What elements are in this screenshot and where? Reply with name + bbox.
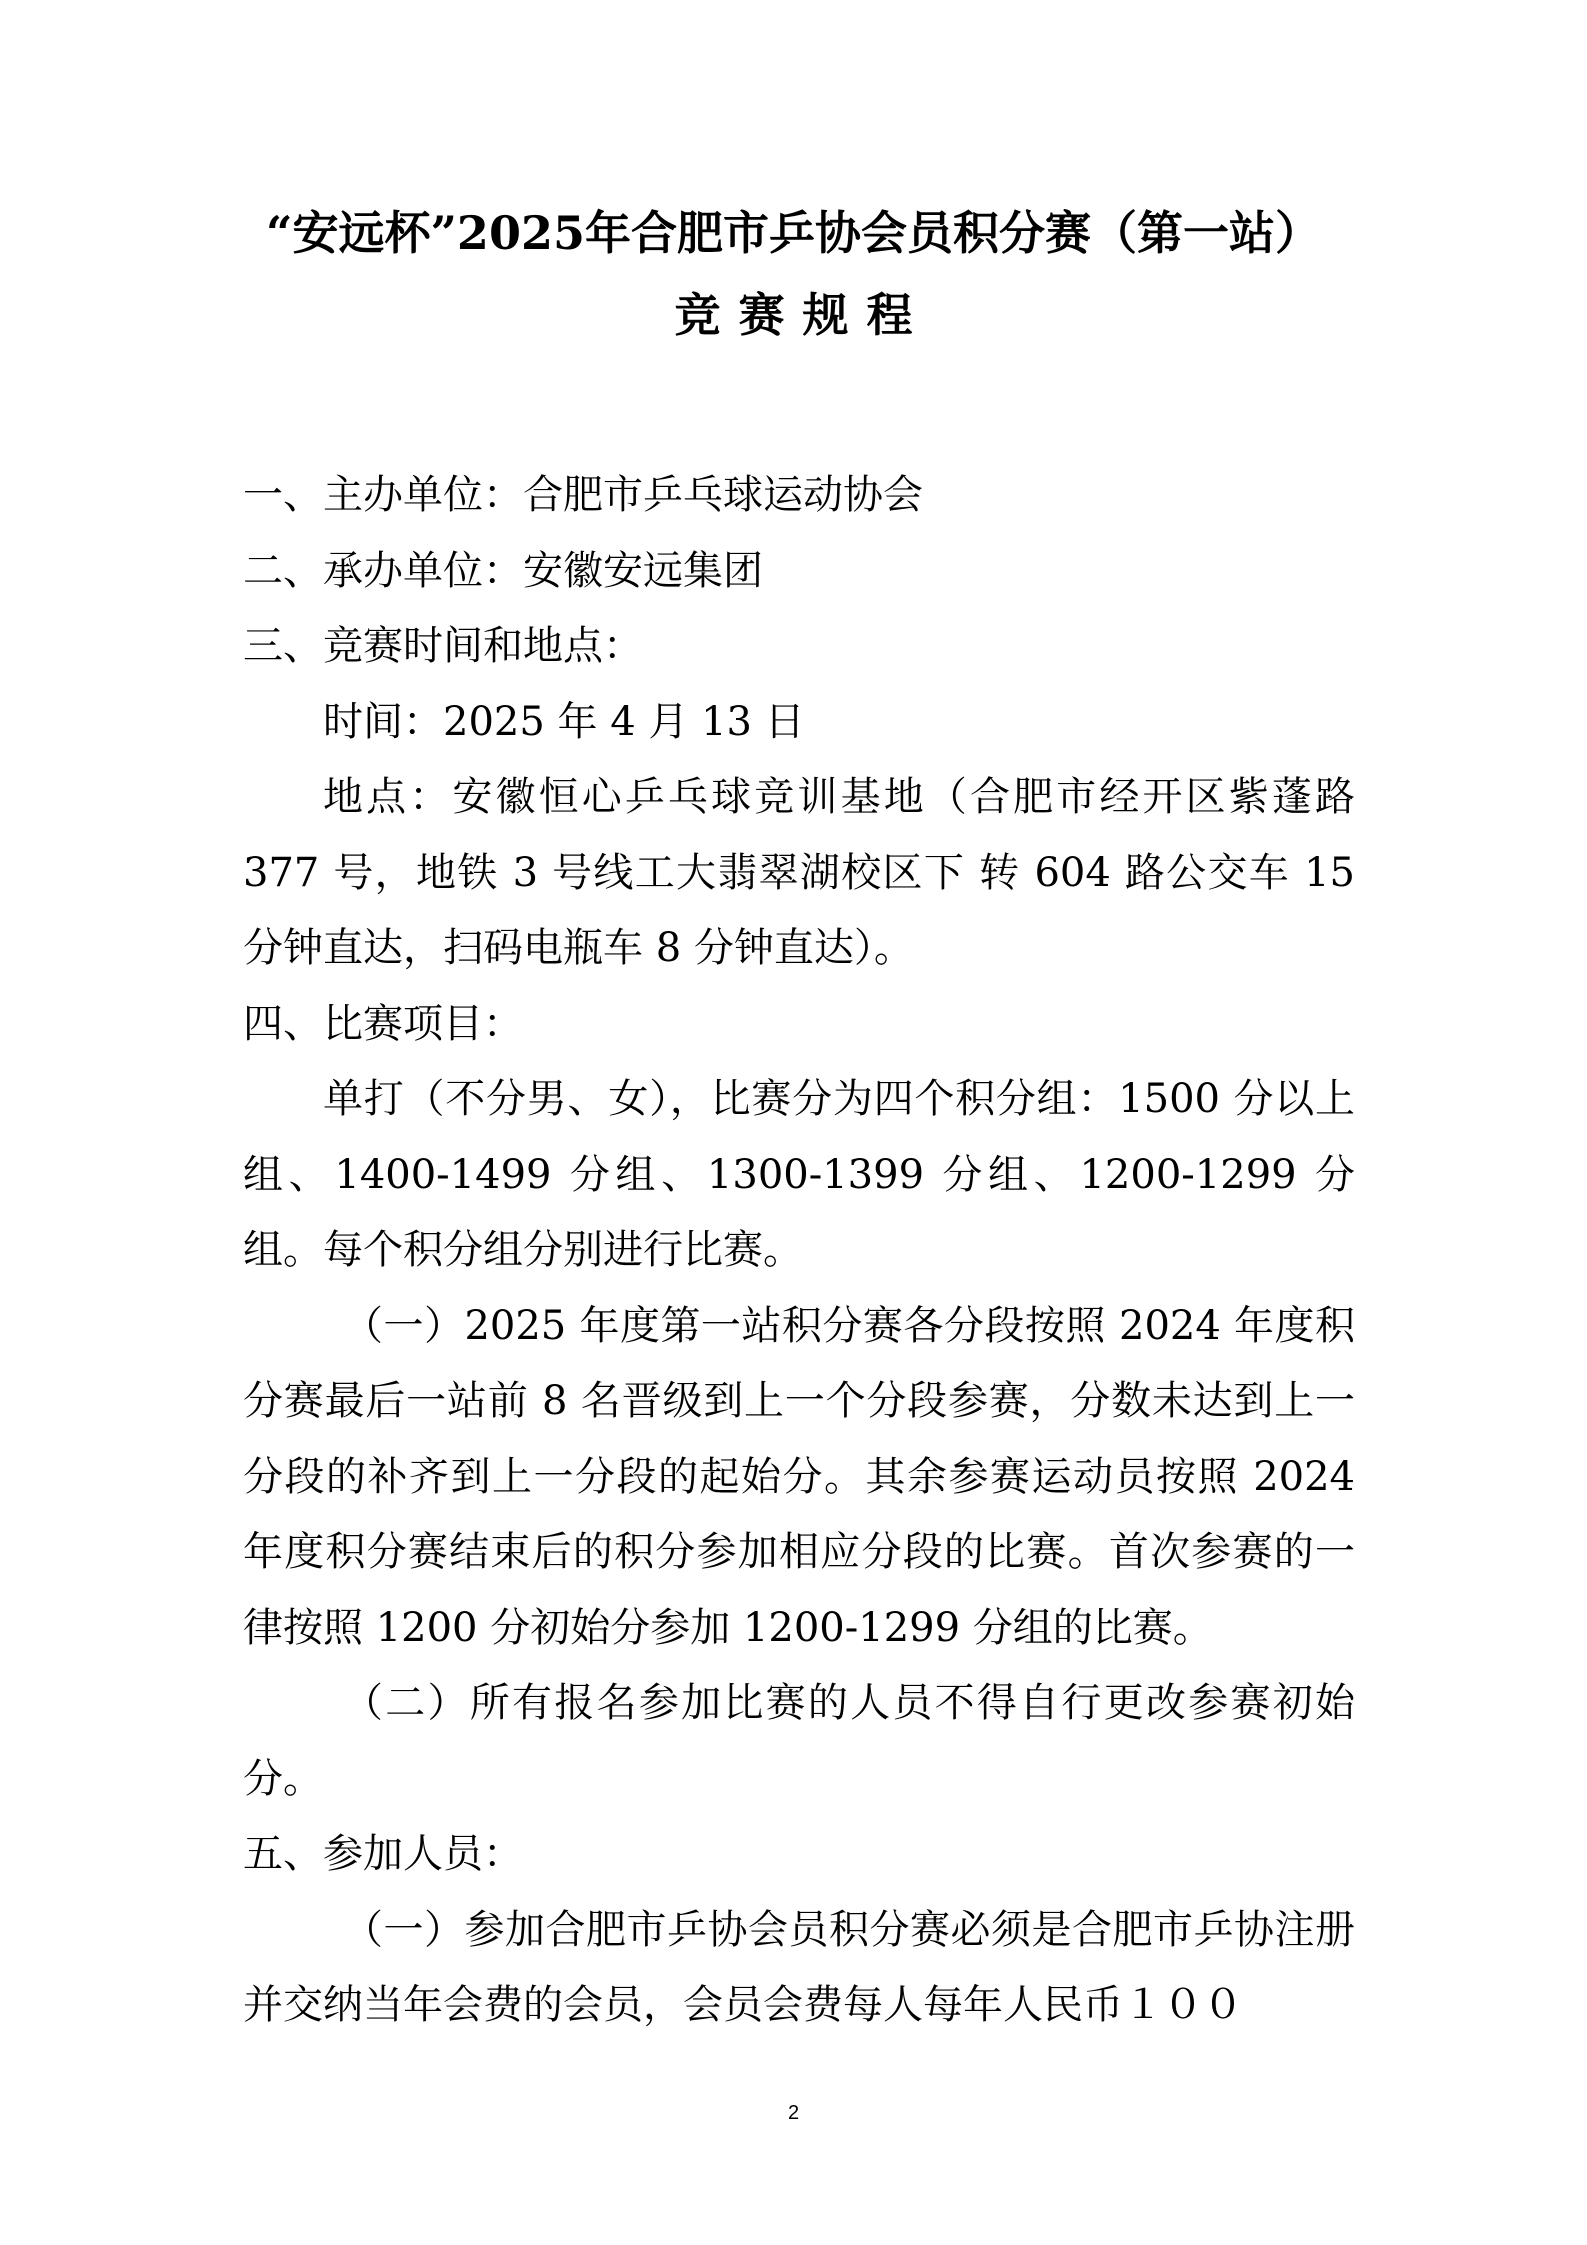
time-place-heading: 三、竞赛时间和地点： — [243, 623, 643, 669]
organizer-line: 一、主办单位：合肥市乒乓球运动协会 — [243, 472, 923, 518]
events-intro-paragraph: 单打（不分男、女），比赛分为四个积分组：1500 分以上组、1400-1499 分组、1300-1399 分组、1200-1299 分组。每个积分组分别进行比赛。 — [243, 1076, 1355, 1273]
document-title: “安远杯”2025年合肥市乒协会员积分赛（第一站） — [266, 206, 1321, 260]
page-number: 2 — [787, 2102, 800, 2124]
document-subtitle: 竞赛规程 — [674, 288, 931, 342]
events-rule-1-paragraph: （一）2025 年度第一站积分赛各分段按照 2024 年度积分赛最后一站前 8 名晋级到上一个分段参赛，分数未达到上一分段的补齐到上一分段的起始分。其余参赛运动员按照 2024 年度积分赛结束后的积分参加相应分段的比赛。首次参赛的一律按照 1200 分初始分参加 1200-1299 分组的比赛。 — [243, 1302, 1355, 1651]
participants-heading: 五、参加人员： — [243, 1831, 523, 1877]
co-organizer-line: 二、承办单位：安徽安远集团 — [243, 547, 763, 594]
document-body — [243, 458, 1355, 2044]
events-heading: 四、比赛项目： — [243, 1000, 523, 1047]
participants-rule-1-paragraph: （一）参加合肥市乒协会员积分赛必须是合肥市乒协注册并交纳当年会费的会员，会员会费每人每年人民币１００ — [243, 1906, 1355, 2028]
events-rule-2-paragraph: （二）所有报名参加比赛的人员不得自行更改参赛初始分。 — [243, 1680, 1355, 1802]
place-paragraph: 地点：安徽恒心乒乓球竞训基地（合肥市经开区紫蓬路 377 号，地铁 3 号线工大翡翠湖校区下 转 604 路公交车 15 分钟直达，扫码电瓶车 8 分钟直达）。 — [243, 774, 1355, 971]
time-line: 时间：2025 年 4 月 13 日 — [323, 698, 805, 745]
